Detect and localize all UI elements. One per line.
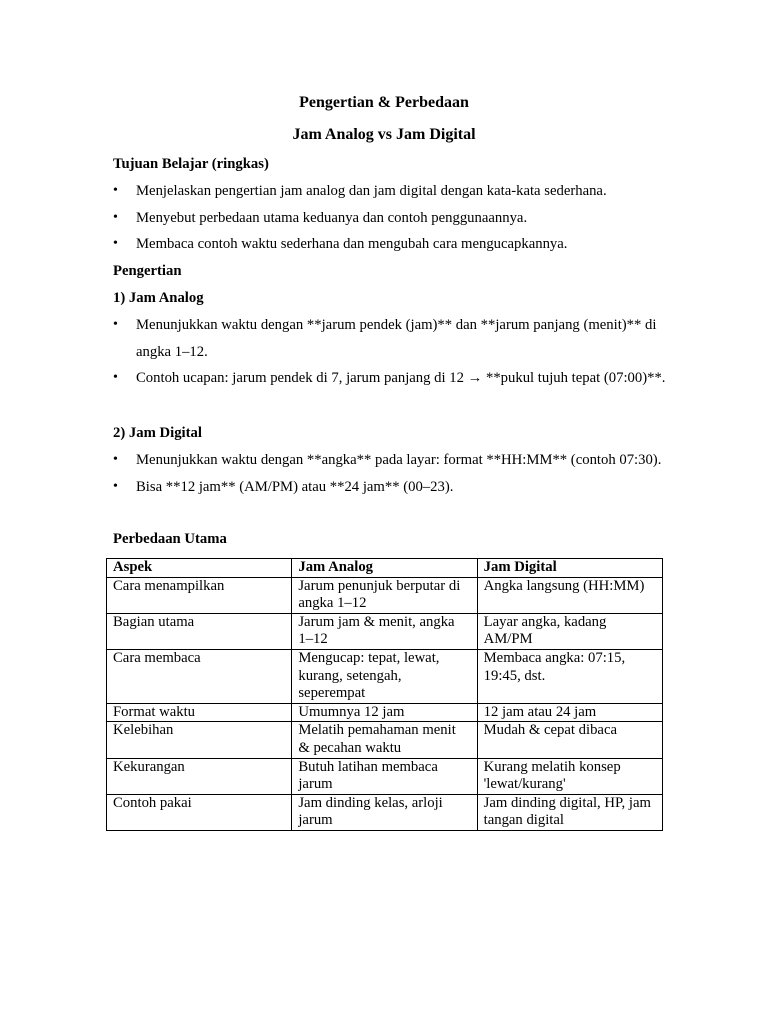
table-cell: Melatih pemahaman menit & pecahan waktu [292,722,477,758]
bullet-icon: • [113,317,118,332]
bullet-icon: • [113,183,118,198]
table-cell: Butuh latihan membaca jarum [292,758,477,794]
table-cell: Jam dinding digital, HP, jam tangan digital [477,794,662,830]
table-cell: Jam dinding kelas, arloji jarum [292,794,477,830]
list-item [113,231,673,258]
analog-list [113,312,673,392]
list-item [113,447,673,474]
table-cell: Membaca angka: 07:15, 19:45, dst. [477,649,662,703]
table-header-cell: Jam Analog [292,559,477,578]
table-header-cell: Jam Digital [477,559,662,578]
document-title: Pengertian & Perbedaan [299,94,469,111]
bullet-icon: • [113,478,118,494]
bullet-icon: • [113,236,118,252]
list-item-text: Bisa **12 jam** (AM/PM) atau **24 jam** (00–23). [136,478,454,495]
table-cell: Format waktu [107,703,292,722]
table-cell: Jarum penunjuk berputar di angka 1–12 [292,577,477,613]
table-header-cell: Aspek [107,559,292,578]
table-cell: Layar angka, kadang AM/PM [477,613,662,649]
table-cell: Mengucap: tepat, lewat, kurang, setengah, seperempat [292,649,477,703]
list-item [113,178,673,205]
table-cell: Kurang melatih konsep 'lewat/kurang' [477,758,662,794]
table-row [107,649,663,703]
bullet-icon: • [113,452,118,467]
list-item [113,205,673,232]
list-item-text: Contoh ucapan: jarum pendek di 7, jarum panjang di 12 → **pukul tujuh tepat (07:00)**. [136,370,666,387]
table-cell: Cara menampilkan [107,577,292,613]
table-row [107,613,663,649]
table-cell: Mudah & cepat dibaca [477,722,662,758]
table-row [107,703,663,722]
document-subtitle: Jam Analog vs Jam Digital [292,126,476,143]
bullet-icon: • [113,209,118,225]
list-item-text: Membaca contoh waktu sederhana dan mengubah cara mengucapkannya. [136,236,568,253]
table-cell: Cara membaca [107,649,292,703]
table-cell: Kelebihan [107,722,292,758]
bullet-icon: • [113,370,118,386]
list-item-text: Menunjukkan waktu dengan **jarum pendek (jam)** dan **jarum panjang (menit)** di angka 1–12. [136,317,657,360]
section-heading-perbedaan: Perbedaan Utama [113,531,227,547]
section-heading-tujuan: Tujuan Belajar (ringkas) [113,156,269,172]
list-item-text: Menjelaskan pengertian jam analog dan jam digital dengan kata-kata sederhana. [136,183,607,199]
list-item [113,312,673,365]
table-cell: Angka langsung (HH:MM) [477,577,662,613]
table-cell: Contoh pakai [107,794,292,830]
table-row [107,794,663,830]
table-row [107,758,663,794]
table-header-row [107,559,663,578]
list-item-text: Menyebut perbedaan utama keduanya dan contoh penggunaannya. [136,209,528,226]
table-cell: Bagian utama [107,613,292,649]
table-cell: Jarum jam & menit, angka 1–12 [292,613,477,649]
digital-list [113,447,673,500]
list-item-text: Menunjukkan waktu dengan **angka** pada layar: format **HH:MM** (contoh 07:30). [136,452,662,468]
list-item [113,365,673,392]
comparison-table [106,558,663,831]
section-heading-pengertian: Pengertian [113,263,182,279]
table-row [107,577,663,613]
tujuan-list [113,178,673,258]
table-cell: Umumnya 12 jam [292,703,477,722]
table-cell: Kekurangan [107,758,292,794]
section-heading-digital: 2) Jam Digital [113,425,202,441]
table-row [107,722,663,758]
table-cell: 12 jam atau 24 jam [477,703,662,722]
section-heading-analog: 1) Jam Analog [113,290,204,306]
list-item [113,474,673,501]
